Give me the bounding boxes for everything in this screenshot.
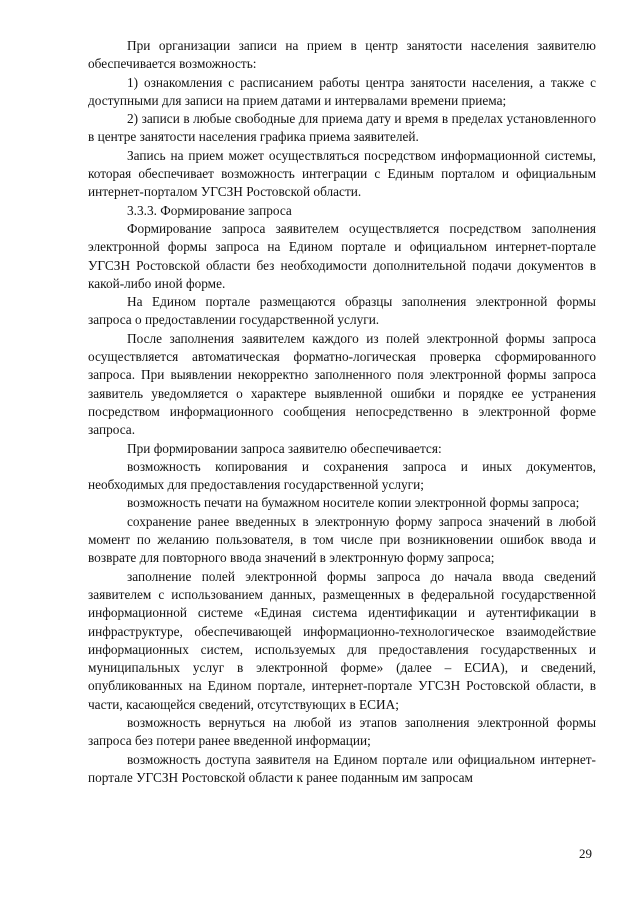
- paragraph: заполнение полей электронной формы запроса до начала ввода сведений заявителем с использованием данных, размещенных в федеральной государственной информационной системе «Единая система идентификации и аутентификации в инфраструктуре, обеспечивающей информационно-технологическое взаимодействие информационных систем, используемых для предоставления государственных и муниципальных услуг в электронной форме» (далее – ЕСИА), и сведений, опубликованных на Едином портале, интернет-портале УГСЗН Ростовской области, в части, касающейся сведений, отсутствующих в ЕСИА;: [88, 568, 596, 712]
- paragraph: 2) записи в любые свободные для приема дату и время в пределах установленного в центре занятости населения графика приема заявителей.: [88, 111, 596, 145]
- paragraph: Формирование запроса заявителем осуществляется посредством заполнения электронной формы запроса на Едином портале и официальном интернет-портале УГСЗН Ростовской области без необходимости дополнительной подачи документов в какой-либо иной форме.: [88, 220, 596, 291]
- paragraph: На Едином портале размещаются образцы заполнения электронной формы запроса о предоставлении государственной услуги.: [88, 294, 596, 328]
- paragraph: возможность печати на бумажном носителе копии электронной формы запроса;: [127, 495, 580, 511]
- paragraph: При организации записи на прием в центр занятости населения заявителю обеспечивается возможность:: [88, 38, 596, 72]
- paragraph: При формировании запроса заявителю обеспечивается:: [127, 440, 442, 456]
- section-heading: 3.3.3. Формирование запроса: [127, 202, 292, 218]
- paragraph: возможность доступа заявителя на Едином портале или официальном интернет-портале УГСЗН Ростовской области к ранее поданным им запросам: [88, 751, 596, 785]
- paragraph: сохранение ранее введенных в электронную форму запроса значений в любой момент по желанию пользователя, в том числе при возникновении ошибок ввода и возврате для повторного ввода значений в электронную форму запроса;: [88, 513, 596, 566]
- document-body: [88, 37, 596, 787]
- paragraph: возможность вернуться на любой из этапов заполнения электронной формы запроса без потери ранее введенной информации;: [88, 714, 596, 749]
- paragraph: Запись на прием может осуществляться посредством информационной системы, которая обеспечивает возможность интеграции с Единым порталом и официальным интернет-порталом УГСЗН Ростовской области.: [88, 147, 596, 200]
- paragraph: 1) ознакомления с расписанием работы центра занятости населения, а также с доступными для записи на прием датами и интервалами времени приема;: [88, 74, 596, 108]
- page-number: 29: [579, 846, 592, 861]
- paragraph: возможность копирования и сохранения запроса и иных документов, необходимых для предоставления государственной услуги;: [88, 458, 596, 493]
- paragraph: После заполнения заявителем каждого из полей электронной формы запроса осуществляется автоматическая форматно-логическая проверка сформированного запроса. При выявлении некорректно заполненного поля электронной формы запроса заявитель уведомляется о характере выявленной ошибки и порядке ее устранения посредством информационного сообщения непосредственно в электронной форме запроса.: [88, 330, 596, 438]
